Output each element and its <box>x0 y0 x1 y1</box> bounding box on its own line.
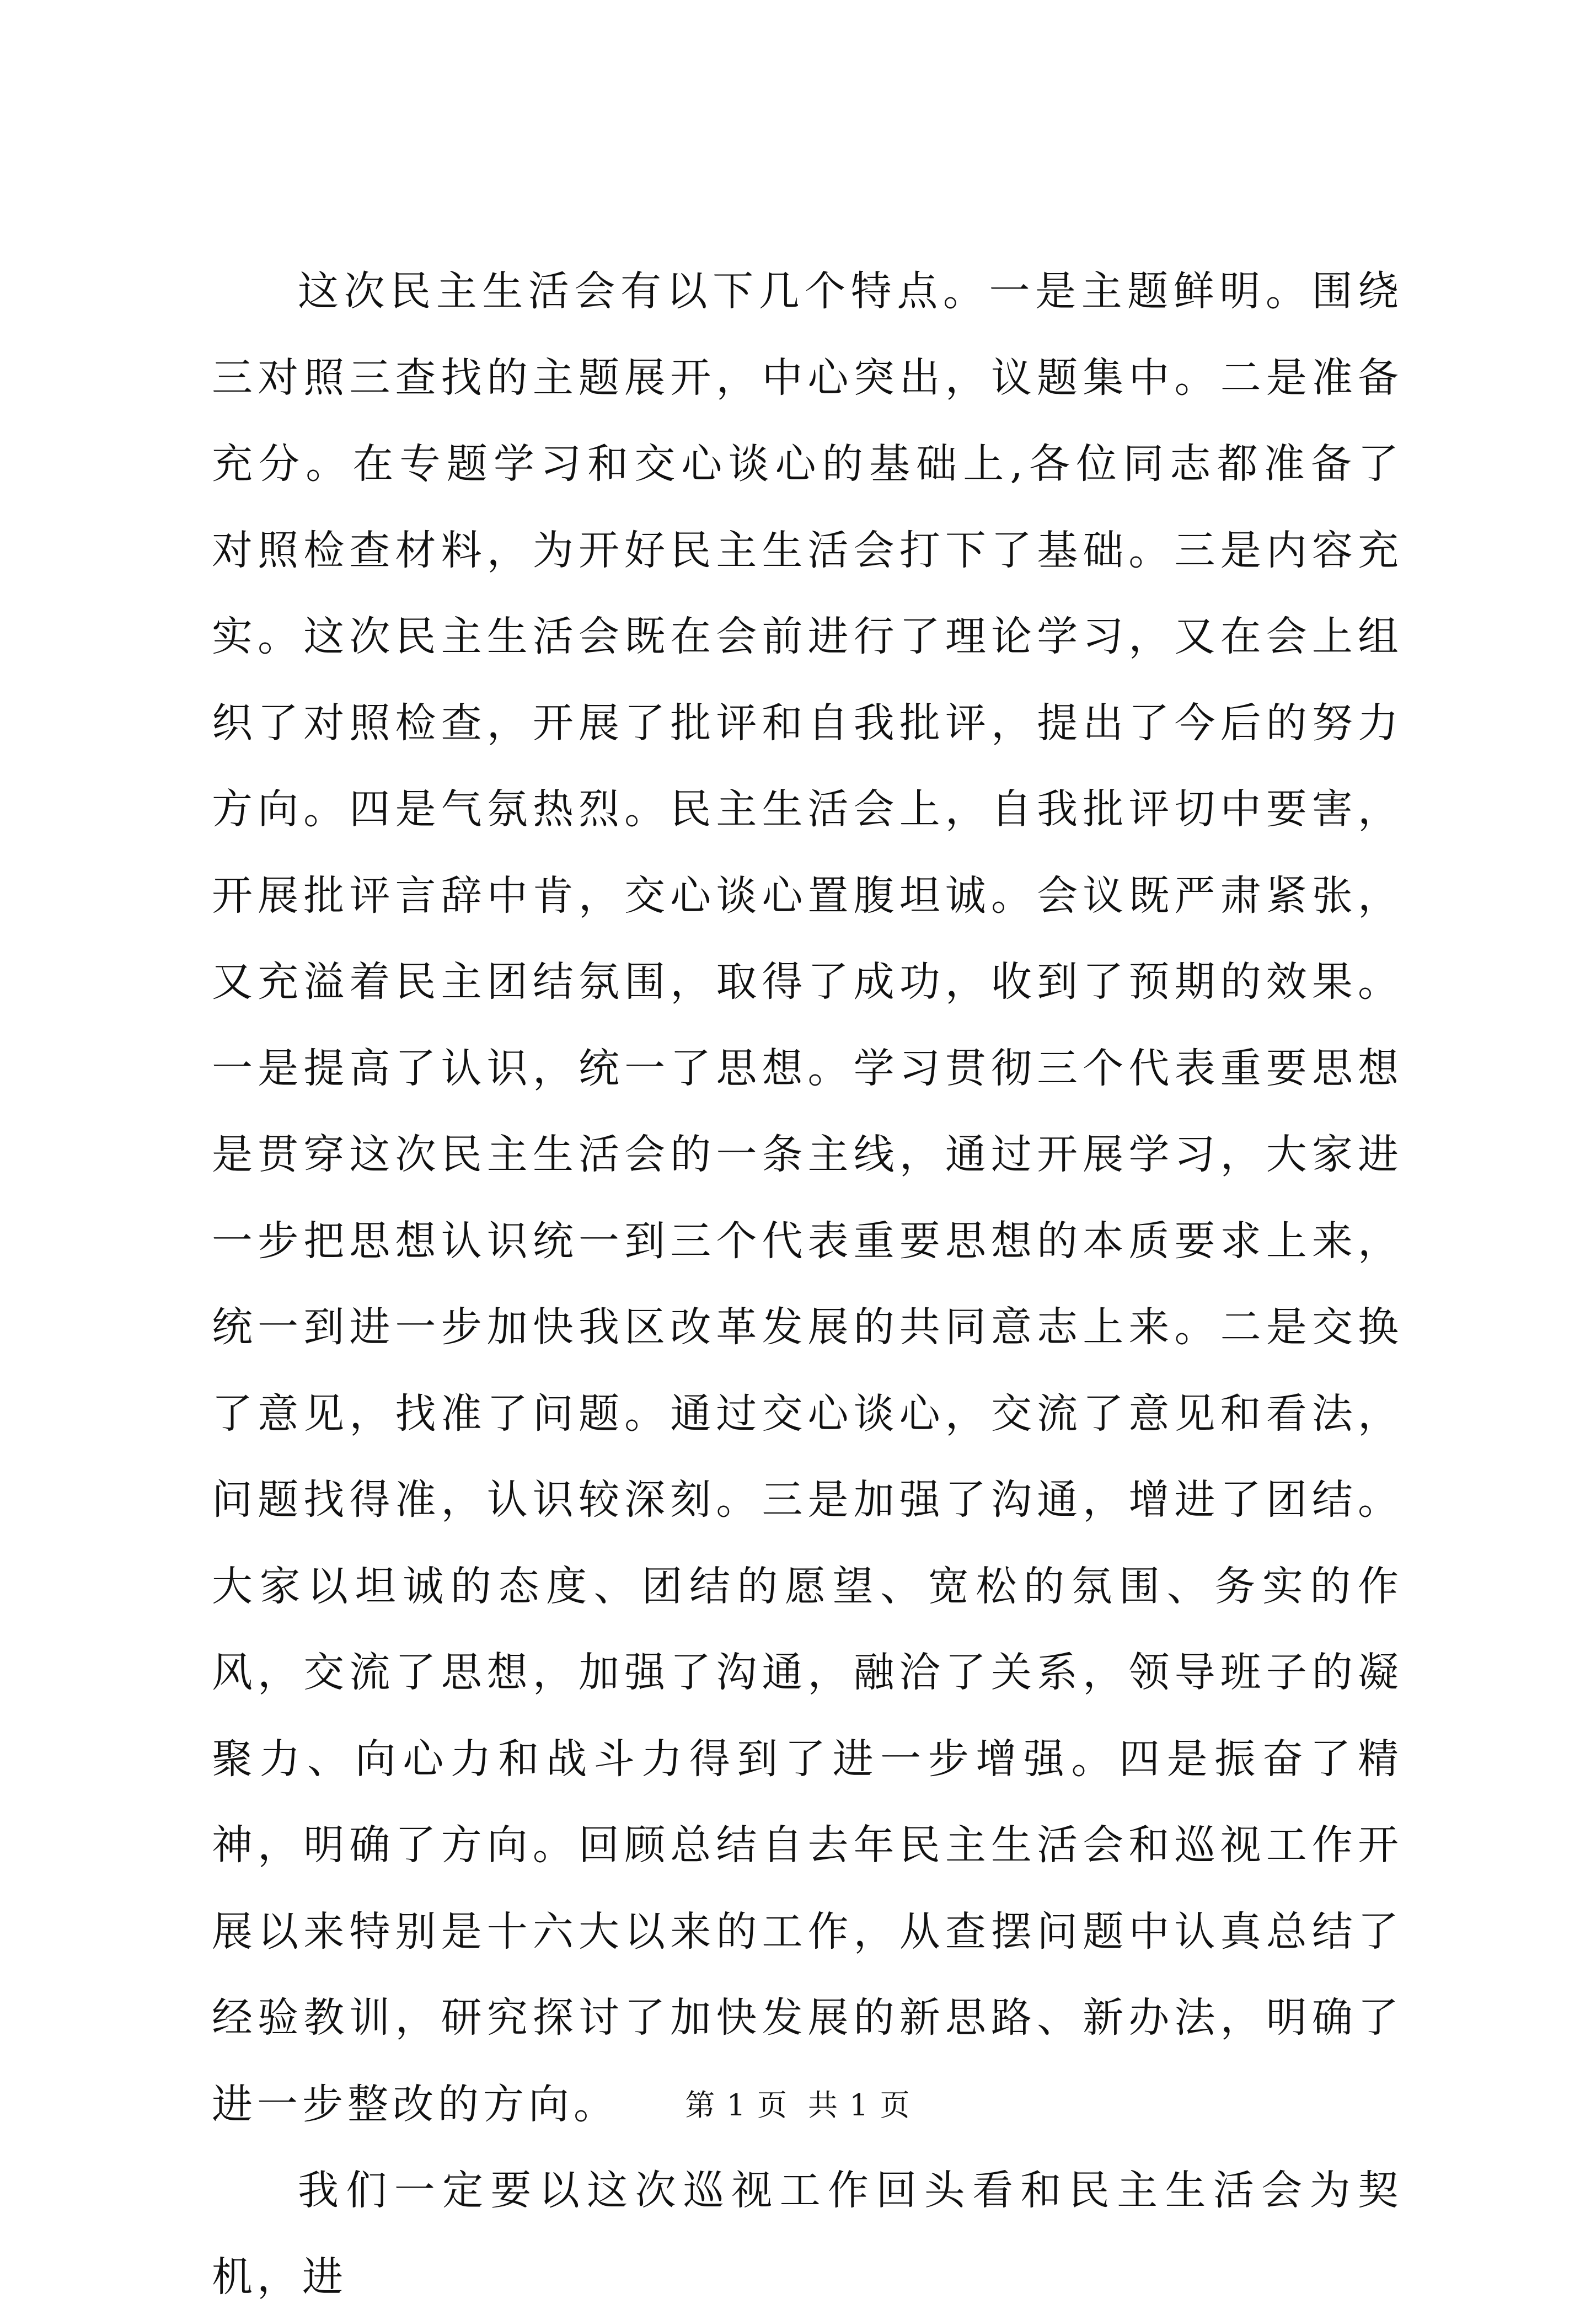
page-total: 共 1 页 <box>808 2088 911 2123</box>
paragraph-2: 我们一定要以这次巡视工作回头看和民主生活会为契机，进 <box>212 2167 1403 2301</box>
paragraph-1: 这次民主生活会有以下几个特点。一是主题鲜明。围绕三对照三查找的主题展开，中心突出，议题集中。二是准备充分。在专题学习和交心谈心的基础上,各位同志都准备了对照检查材料，为开好民主生活会打下了基础。三是内容充实。这次民主生活会既在会前进行了理论学习，又在会上组织了对照检查，开展了批评和自我批评，提出了今后的努力方向。四是气氛热烈。民主生活会上，自我批评切中要害，开展批评言辞中肯，交心谈心置腹坦诚。会议既严肃紧张，又充溢着民主团结氛围，取得了成功，收到了预期的效果。一是提高了认识，统一了思想。学习贯彻三个代表重要思想是贯穿这次民主生活会的一条主线，通过开展学习，大家进一步把思想认识统一到三个代表重要思想的本质要求上来，统一到进一步加快我区改革发展的共同意志上来。二是交换了意见，找准了问题。通过交心谈心，交流了意见和看法，问题找得准，认识较深刻。三是加强了沟通，增进了团结。大家以坦诚的态度、团结的愿望、宽松的氛围、务实的作风，交流了思想，加强了沟通，融洽了关系，领导班子的凝聚力、向心力和战斗力得到了进一步增强。四是振奋了精神，明确了方向。回顾总结自去年民主生活会和巡视工作开展以来特别是十六大以来的工作，从查摆问题中认真总结了经验教训，研究探讨了加快发展的新思路、新办法，明确了进一步整改的方向。 <box>212 268 1403 2128</box>
page-number: 第 1 页 <box>685 2088 788 2123</box>
document-body <box>212 248 1403 2320</box>
page-footer <box>0 2086 1596 2125</box>
